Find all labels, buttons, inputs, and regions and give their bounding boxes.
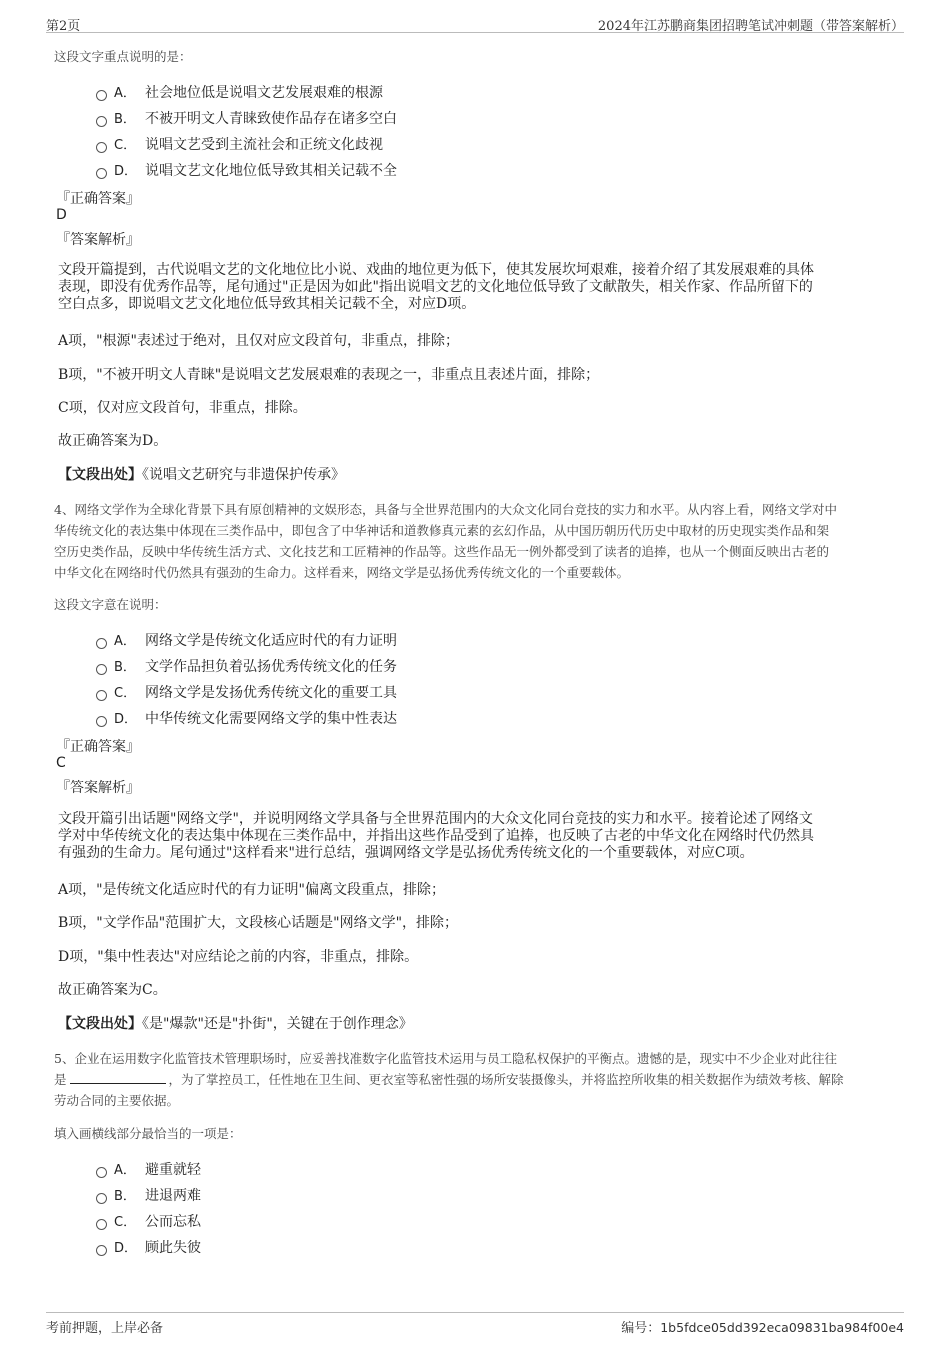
q3-option-c[interactable]: C． 说唱文艺受到主流社会和正统文化歧视 <box>96 134 383 154</box>
q5-option-d[interactable]: D． 顾此失彼 <box>96 1237 201 1257</box>
page-footer <box>46 1312 904 1335</box>
q3-analysis: 文段开篇提到，古代说唱文艺的文化地位比小说、戏曲的地位更为低下，使其发展坎坷艰难，接着介绍了其发展艰难的具体 表现，即没有优秀作品等，尾句通过"正是因为如此"指出说唱文艺的文化地位低导致了文献散失，相关作家、作品所留下的 空白点多，即说唱文艺文化地位低导致其相关记载不全，对应D项。 <box>58 262 814 312</box>
q4-stem: 4、网络文学作为全球化背景下具有原创精神的文娱形态，具备与全世界范围内的大众文化同台竞技的实力和水平。从内容上看，网络文学对中 华传统文化的表达集中体现在三类作品中，即包含了中华神话和道教修真元素的玄幻作品，从中国历朝历代历史中取材的历史现实类作品和架 空历史类作品，反映中华传统生活方式、文化技艺和工匠精神的作品等。这些作品无一例外都受到了读者的追捧，也从一个侧面反映出古老的 中华文化在网络时代仍然具有强劲的生命力。这样看来，网络文学是弘扬优秀传统文化的一个重要载体。 <box>54 502 837 580</box>
radio-icon[interactable] <box>96 116 107 127</box>
radio-icon[interactable] <box>96 1193 107 1204</box>
q3-option-b[interactable]: B． 不被开明文人青睐致使作品存在诸多空白 <box>96 108 397 128</box>
radio-icon[interactable] <box>96 638 107 649</box>
footer-slogan: 考前押题，上岸必备 <box>46 1321 164 1336</box>
q5-stem-line2: 是 ，为了掌控员工，任性地在卫生间、更衣室等私密性强的场所安装摄像头，并将监控所收集的相关数据作为绩效考核、解除 <box>54 1072 844 1087</box>
q3-source: 【文段出处】《说唱文艺研究与非遗保护传承》 <box>58 467 345 483</box>
q4-answer: C <box>56 755 66 771</box>
q4-option-c[interactable]: C． 网络文学是发扬优秀传统文化的重要工具 <box>96 682 397 702</box>
q5-stem: 5、企业在运用数字化监管技术管理职场时，应妥善找准数字化监管技术运用与员工隐私权保护的平衡点。遗憾的是，现实中不少企业对此往往 是 ，为了掌控员工，任性地在卫生间、更衣室等私密性强的场所安装摄像头，并将监控所收集的相关数据作为绩效考核、解除 劳动合同的主要依据。 <box>54 1051 844 1108</box>
q4-option-b[interactable]: B． 文学作品担负着弘扬优秀传统文化的任务 <box>96 656 397 676</box>
q4-note-b: B项，"文学作品"范围扩大，文段核心话题是"网络文学"，排除； <box>58 915 459 931</box>
q4-option-a[interactable]: A． 网络文学是传统文化适应时代的有力证明 <box>96 630 397 650</box>
page-header <box>46 12 904 33</box>
q3-option-d[interactable]: D． 说唱文艺文化地位低导致其相关记载不全 <box>96 160 397 180</box>
document-code: 编号：1b5fdce05dd392eca09831ba984f00e4 <box>621 1320 904 1336</box>
radio-icon[interactable] <box>96 716 107 727</box>
q5-option-a[interactable]: A． 避重就轻 <box>96 1159 201 1179</box>
radio-icon[interactable] <box>96 90 107 101</box>
radio-icon[interactable] <box>96 1245 107 1256</box>
q4-analysis: 文段开篇引出话题"网络文学"，并说明网络文学具备与全世界范围内的大众文化同台竞技的实力和水平。接着论述了网络文 学对中华传统文化的表达集中体现在三类作品中，并指出这些作品受到了追捧，也反映了古老的中华文化在网络时代仍然具 有强劲的生命力。尾句通过"这样看来"进行总结，强调网络文学是弘扬优秀传统文化的一个重要载体，对应C项。 <box>58 811 814 861</box>
radio-icon[interactable] <box>96 142 107 153</box>
q4-option-d[interactable]: D． 中华传统文化需要网络文学的集中性表达 <box>96 708 397 728</box>
q4-analysis-label: 『答案解析』 <box>56 780 140 796</box>
q3-answer: D <box>56 207 67 223</box>
q4-prompt: 这段文字意在说明： <box>54 597 167 612</box>
q5-option-c[interactable]: C． 公而忘私 <box>96 1211 201 1231</box>
radio-icon[interactable] <box>96 1219 107 1230</box>
page-number: 第2页 <box>46 19 81 34</box>
q5-prompt: 填入画横线部分最恰当的一项是： <box>54 1126 242 1141</box>
q3-conclusion: 故正确答案为D。 <box>58 433 168 449</box>
radio-icon[interactable] <box>96 664 107 675</box>
q5-option-b[interactable]: B． 进退两难 <box>96 1185 201 1205</box>
q3-analysis-label: 『答案解析』 <box>56 232 140 248</box>
q3-option-a[interactable]: A． 社会地位低是说唱文艺发展艰难的根源 <box>96 82 383 102</box>
q4-conclusion: 故正确答案为C。 <box>58 982 167 998</box>
q4-source: 【文段出处】《是"爆款"还是"扑街"，关键在于创作理念》 <box>58 1016 413 1032</box>
q4-answer-label: 『正确答案』 <box>56 739 140 755</box>
q4-note-d: D项，"集中性表达"对应结论之前的内容，非重点，排除。 <box>58 949 419 965</box>
fill-in-blank <box>70 1072 166 1084</box>
radio-icon[interactable] <box>96 690 107 701</box>
q3-note-b: B项，"不被开明文人青睐"是说唱文艺发展艰难的表现之一，非重点且表述片面，排除； <box>58 367 600 383</box>
document-title: 2024年江苏鹏商集团招聘笔试冲刺题（带答案解析） <box>597 19 904 34</box>
q4-note-a: A项，"是传统文化适应时代的有力证明"偏离文段重点，排除； <box>58 882 445 898</box>
q3-answer-label: 『正确答案』 <box>56 191 140 207</box>
q3-note-a: A项，"根源"表述过于绝对，且仅对应文段首句，非重点，排除； <box>58 333 459 349</box>
q3-prompt: 这段文字重点说明的是： <box>54 49 192 64</box>
radio-icon[interactable] <box>96 168 107 179</box>
q3-note-c: C项，仅对应文段首句，非重点，排除。 <box>58 400 307 416</box>
radio-icon[interactable] <box>96 1167 107 1178</box>
